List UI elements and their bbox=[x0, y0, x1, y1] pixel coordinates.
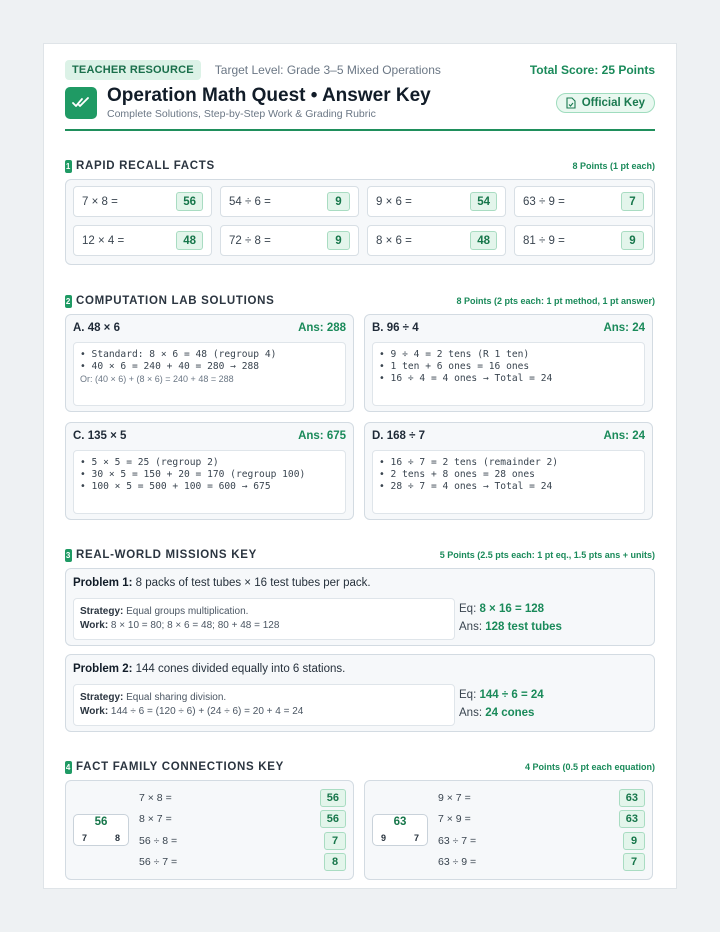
word-problem-card bbox=[65, 654, 655, 732]
document-icon bbox=[566, 97, 576, 109]
problem-text: 8 packs of test tubes × 16 test tubes per pack. bbox=[132, 577, 371, 589]
equation-line bbox=[459, 600, 647, 618]
problem-label: A. 48 × 6 bbox=[73, 322, 120, 334]
problem-text: 144 cones divided equally into 6 stations. bbox=[132, 663, 346, 675]
equation-line bbox=[459, 686, 647, 704]
work-line bbox=[80, 705, 448, 719]
alt-method-note: Or: (40 × 6) + (8 × 6) = 240 + 48 = 288 bbox=[80, 374, 234, 384]
equation-question: 63 ÷ 7 = bbox=[438, 834, 477, 847]
computation-card-header bbox=[372, 430, 645, 444]
section-number: 1 bbox=[65, 161, 72, 171]
answer-chip: 8 bbox=[324, 853, 346, 871]
section-points: 5 Points (2.5 pts each: 1 pt eq., 1.5 pts ans + units) bbox=[439, 550, 655, 560]
section-number: 3 bbox=[65, 550, 72, 560]
answer-chip: 7 bbox=[324, 832, 346, 850]
computation-card bbox=[65, 422, 354, 520]
computation-grid bbox=[65, 314, 655, 520]
facts-grid bbox=[73, 186, 647, 256]
section-points: 8 Points (1 pt each) bbox=[572, 161, 655, 171]
section-number: 4 bbox=[65, 762, 72, 772]
answer-chip: 48 bbox=[176, 231, 203, 250]
work-text: 144 ÷ 6 = (120 ÷ 6) + (24 ÷ 6) = 20 + 4 = 24 bbox=[108, 706, 304, 717]
equation-question: 9 × 7 = bbox=[438, 791, 471, 804]
equation-question: 56 ÷ 8 = bbox=[139, 834, 178, 847]
computation-card bbox=[364, 422, 653, 520]
rapid-recall-box bbox=[65, 179, 655, 265]
family-equation-row bbox=[139, 830, 346, 852]
fact-question: 12 × 4 = bbox=[82, 234, 125, 247]
answer: 24 cones bbox=[485, 707, 535, 719]
family-equation-row bbox=[438, 852, 645, 874]
equation-answer-block bbox=[459, 684, 647, 726]
strategy-line bbox=[80, 605, 448, 619]
strategy-line bbox=[80, 691, 448, 705]
answer-chip: 56 bbox=[320, 810, 346, 828]
work-line bbox=[80, 619, 448, 633]
problem-label: Problem 2: bbox=[73, 663, 133, 675]
problem-label: C. 135 × 5 bbox=[73, 430, 127, 442]
section-2-title-group bbox=[65, 295, 275, 308]
fact-question: 72 ÷ 8 = bbox=[229, 234, 271, 247]
answer-chip: 63 bbox=[619, 789, 645, 807]
fact-question: 7 × 8 = bbox=[82, 195, 118, 208]
fact-question: 54 ÷ 6 = bbox=[229, 195, 271, 208]
strategy-text: Equal groups multiplication. bbox=[123, 606, 249, 617]
problem-statement bbox=[73, 577, 647, 591]
triangle-right: 8 bbox=[114, 833, 120, 843]
problem-label: Problem 1: bbox=[73, 577, 133, 589]
teacher-resource-badge: TEACHER RESOURCE bbox=[65, 60, 201, 80]
fact-family-card bbox=[364, 780, 653, 880]
fact-family-grid bbox=[65, 780, 655, 880]
section-title: FACT FAMILY CONNECTIONS KEY bbox=[76, 761, 285, 773]
official-key-badge bbox=[556, 93, 655, 113]
family-equations bbox=[139, 787, 346, 873]
work-box bbox=[73, 450, 346, 514]
section-rapid-recall bbox=[65, 159, 655, 265]
strategy-label: Strategy: bbox=[80, 606, 124, 617]
fact-item bbox=[220, 186, 359, 217]
computation-card bbox=[65, 314, 354, 412]
computation-card-header bbox=[73, 322, 346, 336]
family-equation-row bbox=[438, 787, 645, 809]
triangle-left: 9 bbox=[381, 833, 387, 843]
section-points: 4 Points (0.5 pt each equation) bbox=[524, 762, 655, 772]
work-line: • 2 tens + 8 ones = 28 ones bbox=[379, 469, 535, 480]
total-score: Total Score: 25 Points bbox=[529, 63, 655, 77]
problem-answer: Ans: 24 bbox=[603, 430, 645, 442]
section-title: RAPID RECALL FACTS bbox=[76, 160, 215, 172]
fact-item bbox=[220, 225, 359, 256]
work-line: • 9 ÷ 4 = 2 tens (R 1 ten) bbox=[379, 349, 530, 360]
problem-answer: Ans: 288 bbox=[298, 322, 346, 334]
problem-answer: Ans: 675 bbox=[298, 430, 346, 442]
fact-triangle bbox=[73, 814, 129, 846]
section-3-title-group bbox=[65, 549, 257, 562]
work-line: • 30 × 5 = 150 + 20 = 170 (regroup 100) bbox=[80, 469, 306, 480]
equation-answer-block bbox=[459, 598, 647, 640]
header-left bbox=[65, 86, 431, 120]
answer-chip: 9 bbox=[621, 231, 644, 250]
fact-item bbox=[367, 225, 506, 256]
section-points: 8 Points (2 pts each: 1 pt method, 1 pt answer) bbox=[456, 296, 655, 306]
answer-chip: 7 bbox=[621, 192, 644, 211]
problem-statement bbox=[73, 663, 647, 677]
equation: 8 × 16 = 128 bbox=[479, 603, 545, 615]
official-key-label: Official Key bbox=[581, 97, 645, 109]
triangle-top: 56 bbox=[94, 816, 108, 828]
work-line: • 28 ÷ 7 = 4 ones → Total = 24 bbox=[379, 481, 553, 492]
computation-card-header bbox=[372, 322, 645, 336]
fact-triangle bbox=[372, 814, 428, 846]
section-computation-lab bbox=[65, 294, 655, 520]
work-line: • 40 × 6 = 240 + 40 = 280 → 288 bbox=[80, 361, 260, 372]
answer-line bbox=[459, 618, 647, 636]
fact-item bbox=[367, 186, 506, 217]
family-equations bbox=[438, 787, 645, 873]
triangle-right: 7 bbox=[413, 833, 419, 843]
triangle-left: 7 bbox=[82, 833, 88, 843]
answer-chip: 7 bbox=[623, 853, 645, 871]
section-title: COMPUTATION LAB SOLUTIONS bbox=[76, 295, 275, 307]
section-3-header bbox=[65, 548, 655, 562]
work-line: • 16 ÷ 7 = 2 tens (remainder 2) bbox=[379, 457, 559, 468]
work-line: • 16 ÷ 4 = 4 ones → Total = 24 bbox=[379, 373, 553, 384]
page-subtitle: Complete Solutions, Step-by-Step Work & Grading Rubric bbox=[107, 108, 376, 120]
fact-question: 9 × 6 = bbox=[376, 195, 412, 208]
family-equation-row bbox=[438, 809, 645, 831]
page-header bbox=[65, 87, 655, 119]
eq-label: Eq: bbox=[459, 603, 480, 615]
top-meta-row bbox=[65, 60, 655, 80]
fact-question: 8 × 6 = bbox=[376, 234, 412, 247]
section-number: 2 bbox=[65, 296, 72, 306]
page-title: Operation Math Quest • Answer Key bbox=[107, 85, 431, 106]
strategy-label: Strategy: bbox=[80, 692, 124, 703]
section-real-world bbox=[65, 548, 655, 732]
answer-chip: 48 bbox=[470, 231, 497, 250]
fact-item bbox=[73, 225, 212, 256]
problem-answer: Ans: 24 bbox=[603, 322, 645, 334]
top-meta-left bbox=[65, 60, 441, 80]
equation-question: 56 ÷ 7 = bbox=[139, 856, 178, 869]
work-box bbox=[372, 342, 645, 406]
family-equation-row bbox=[139, 809, 346, 831]
section-1-title-group bbox=[65, 160, 215, 173]
section-4-title-group bbox=[65, 761, 284, 774]
section-title: REAL-WORLD MISSIONS KEY bbox=[76, 549, 257, 561]
answer-chip: 9 bbox=[327, 192, 350, 211]
family-equation-row bbox=[139, 852, 346, 874]
fact-item bbox=[73, 186, 212, 217]
strategy-text: Equal sharing division. bbox=[123, 692, 227, 703]
section-2-header bbox=[65, 294, 655, 308]
answer-key-sheet bbox=[43, 43, 677, 889]
work-line: • 100 × 5 = 500 + 100 = 600 → 675 bbox=[80, 481, 271, 492]
title-block bbox=[107, 86, 431, 120]
ans-label: Ans: bbox=[459, 621, 486, 633]
fact-item bbox=[514, 186, 653, 217]
check-double-icon bbox=[65, 87, 97, 119]
problem-solution-row bbox=[73, 598, 647, 640]
computation-card bbox=[364, 314, 653, 412]
eq-label: Eq: bbox=[459, 689, 480, 701]
answer-line bbox=[459, 704, 647, 722]
equation-question: 7 × 9 = bbox=[438, 813, 471, 826]
answer-chip: 54 bbox=[470, 192, 497, 211]
fact-question: 63 ÷ 9 = bbox=[523, 195, 565, 208]
work-line: • 1 ten + 6 ones = 16 ones bbox=[379, 361, 530, 372]
work-box bbox=[372, 450, 645, 514]
work-label: Work: bbox=[80, 706, 109, 717]
problem-label: D. 168 ÷ 7 bbox=[372, 430, 425, 442]
family-equation-row bbox=[438, 830, 645, 852]
strategy-box bbox=[73, 598, 455, 640]
fact-family-card bbox=[65, 780, 354, 880]
section-1-header bbox=[65, 159, 655, 173]
answer-chip: 9 bbox=[327, 231, 350, 250]
answer-chip: 56 bbox=[320, 789, 346, 807]
equation-question: 8 × 7 = bbox=[139, 813, 172, 826]
equation: 144 ÷ 6 = 24 bbox=[479, 689, 544, 701]
triangle-top: 63 bbox=[393, 816, 407, 828]
target-level: Target Level: Grade 3–5 Mixed Operations bbox=[214, 63, 441, 77]
section-fact-family bbox=[65, 760, 655, 880]
problem-solution-row bbox=[73, 684, 647, 726]
answer-chip: 56 bbox=[176, 192, 203, 211]
equation-question: 63 ÷ 9 = bbox=[438, 856, 477, 869]
answer: 128 test tubes bbox=[485, 621, 562, 633]
section-4-header bbox=[65, 760, 655, 774]
work-text: 8 × 10 = 80; 8 × 6 = 48; 80 + 48 = 128 bbox=[108, 620, 280, 631]
work-label: Work: bbox=[80, 620, 109, 631]
fact-item bbox=[514, 225, 653, 256]
problem-label: B. 96 ÷ 4 bbox=[372, 322, 419, 334]
computation-card-header bbox=[73, 430, 346, 444]
equation-question: 7 × 8 = bbox=[139, 791, 172, 804]
answer-chip: 9 bbox=[623, 832, 645, 850]
answer-chip: 63 bbox=[619, 810, 645, 828]
strategy-box bbox=[73, 684, 455, 726]
ans-label: Ans: bbox=[459, 707, 486, 719]
word-problem-card bbox=[65, 568, 655, 646]
family-equation-row bbox=[139, 787, 346, 809]
header-divider bbox=[65, 129, 655, 131]
work-line: • 5 × 5 = 25 (regroup 2) bbox=[80, 457, 219, 468]
work-line: • Standard: 8 × 6 = 48 (regroup 4) bbox=[80, 349, 277, 360]
work-box bbox=[73, 342, 346, 406]
fact-question: 81 ÷ 9 = bbox=[523, 234, 565, 247]
